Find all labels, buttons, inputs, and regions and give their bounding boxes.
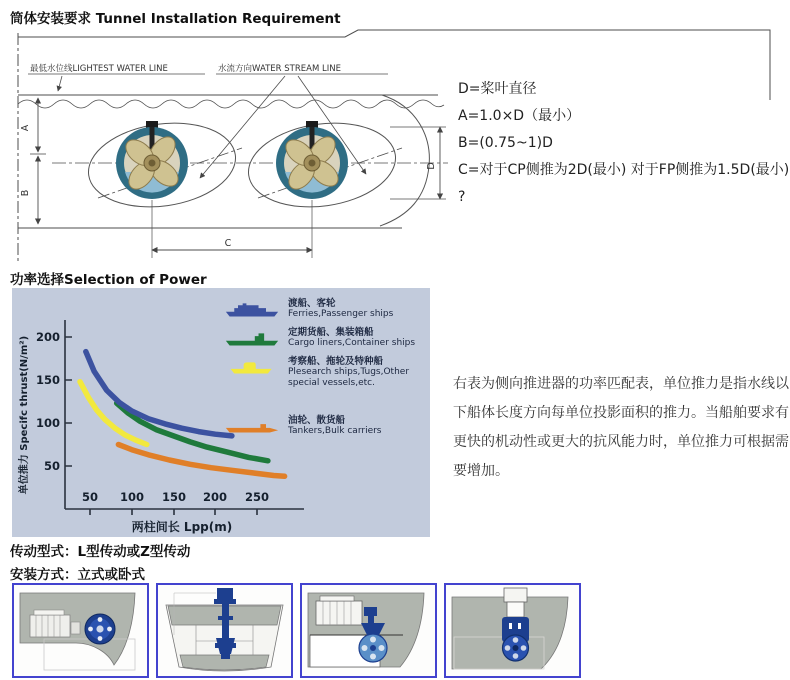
x-tick: 150 [161,490,187,504]
y-tick: 100 [35,416,60,430]
cargo-ship-icon [224,328,280,348]
legend-label-en: Cargo liners,Container ships [288,338,416,348]
legend-item-tugs-special [224,356,428,389]
vertical-drive-cross-section-image [156,583,293,678]
dimension-c-label: C [224,238,232,249]
vertical-drive-drawing [158,585,291,676]
vertical-motor-icon [502,588,529,661]
legend-item-tankers [224,415,428,437]
thruster-icon [85,614,115,644]
legend-label-en: Tankers,Bulk carriers [288,426,382,436]
legend-label-cn: 渡船、客轮 [288,298,336,309]
power-selection-chart [12,288,430,537]
water-line-label: 最低水位线LIGHTEST WATER LINE [30,64,168,74]
y-axis-label: 单位推力 Specifc thrust(N/m²) [19,335,30,495]
vertical-motor-drawing [446,585,579,676]
power-matching-note: 右表为侧向推进器的功率匹配表，单位推力是指水线以下船体长度方向每单位投影面积的推力。当船舶要求有更快的机动性或更大的抗风能力时，单位推力可根据需要增加。 [453,376,789,479]
spec-line: B=(0.75~1)D [458,135,553,151]
x-tick: 100 [119,490,145,504]
z-drive-drawing [302,585,435,676]
install-type-line: 安装方式：立式或卧式 [10,567,145,583]
spec-line: C=对于CP侧推为2D(最小) 对于FP侧推为1.5D(最小) [458,162,790,178]
legend-label-en: Plesearch ships,Tugs,Other special vessels,etc. [288,367,410,388]
legend-label-en: Ferries,Passenger ships [288,309,394,319]
y-tick: 50 [43,459,60,473]
installation-images-row [12,583,581,678]
chart-legend [224,298,428,444]
y-tick: 150 [35,373,60,387]
z-drive-installation-image [300,583,437,678]
x-tick: 200 [202,490,228,504]
drive-type-line: 传动型式：L型传动或Z型传动 [10,544,191,560]
legend-item-cargo-liners [224,327,428,349]
spec-line: D=桨叶直径 [458,81,537,97]
legend-label-cn: 定期货船、集装箱船 [288,327,374,338]
dimension-b-label: B [20,189,31,197]
page-title: 筒体安装要求 Tunnel Installation Requirement [10,11,341,27]
y-tick: 200 [35,330,60,344]
l-drive-horizontal-installation-image [12,583,149,678]
dimension-d-label: D [426,162,437,170]
legend-label-cn: 考察船、拖轮及特种船 [288,356,384,367]
x-tick: 250 [244,490,270,504]
x-axis-label: 两柱间长 Lpp(m) [131,520,233,534]
legend-item-ferries [224,298,428,320]
dimension-a-label: A [20,124,31,132]
vertical-motor-installation-image [444,583,581,678]
section-title-power-selection: 功率选择Selection of Power [10,272,207,288]
tug-ship-icon [224,357,280,377]
x-tick: 50 [81,490,99,504]
spec-line: ? [458,189,466,205]
spec-line: A=1.0×D（最小） [458,108,581,124]
ferry-ship-icon [224,299,280,319]
legend-label-cn: 油轮、散货船 [288,415,346,426]
tanker-ship-icon [224,416,280,436]
stream-line-label: 水流方向WATER STREAM LINE [218,64,341,74]
dimension-specs [458,76,790,211]
l-drive-horizontal-drawing [14,585,147,676]
